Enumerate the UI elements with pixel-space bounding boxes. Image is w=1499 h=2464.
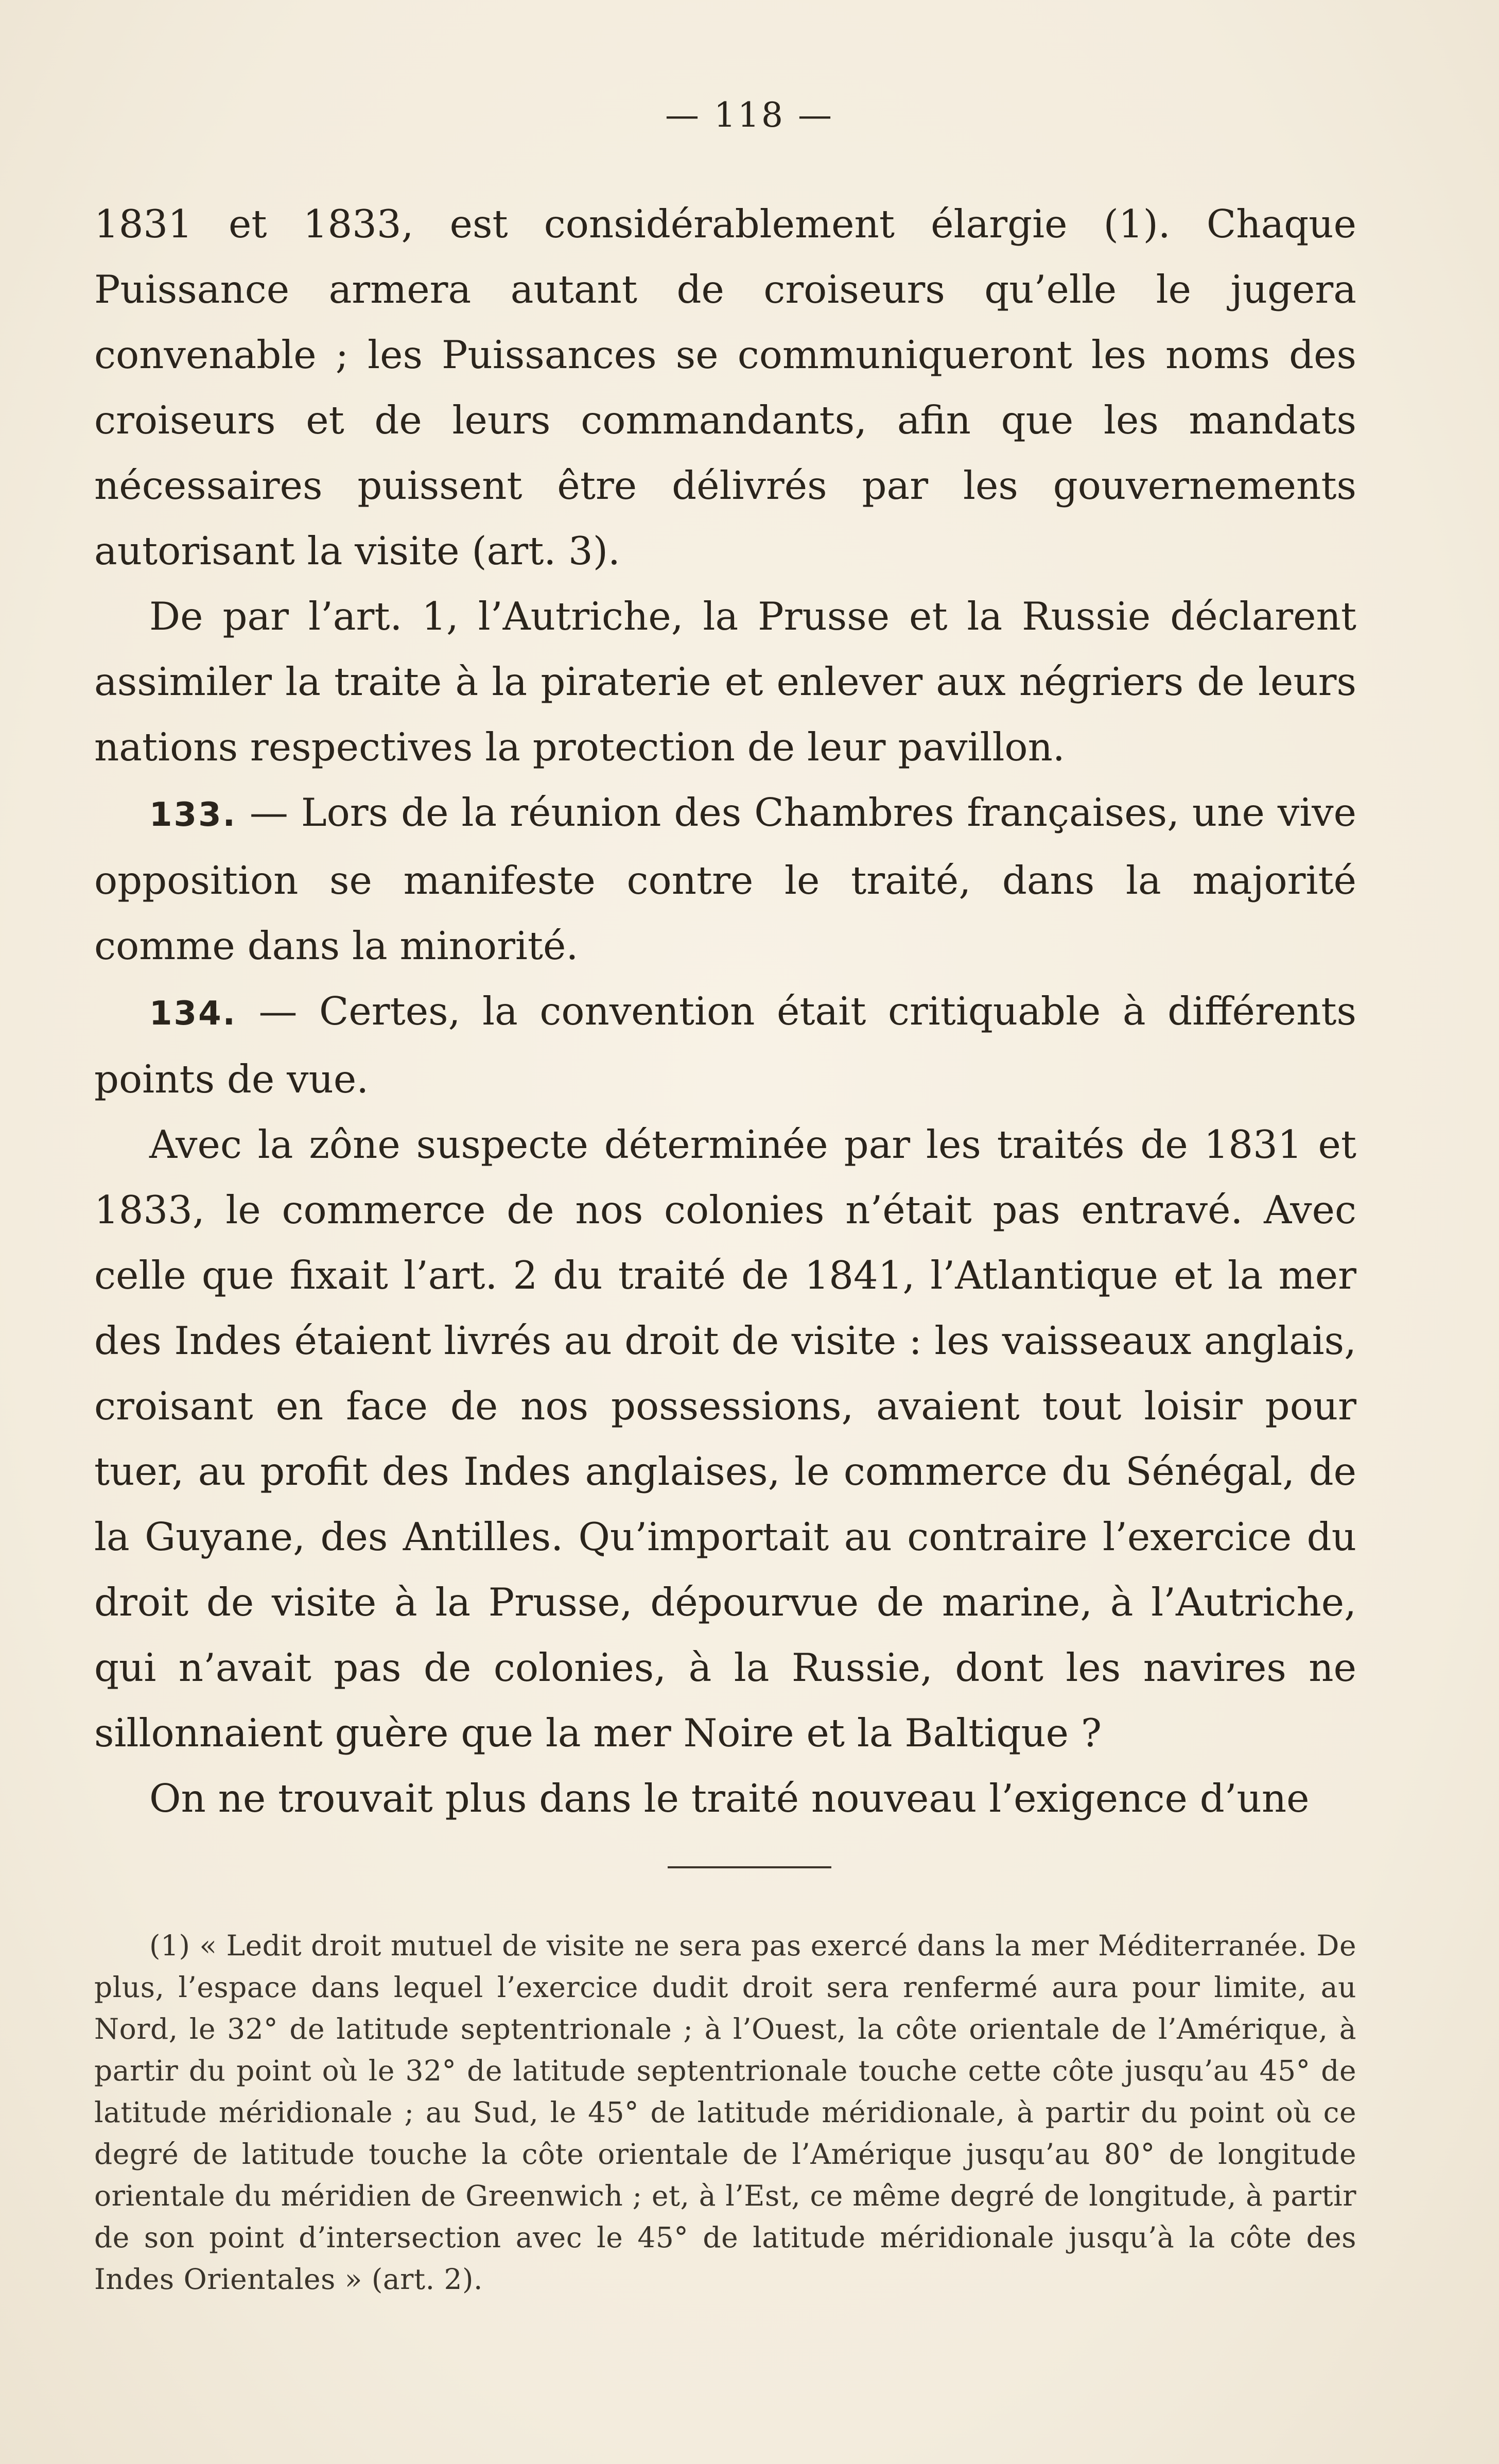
section-number-134: 134. bbox=[149, 995, 237, 1033]
section-134-text: — Certes, la convention était critiquable à différents points de vue. bbox=[94, 988, 1356, 1102]
section-133-text: — Lors de la réunion des Chambres françaises, une vive opposition se manifeste contre le traité, dans la majorité comme dans la minorité. bbox=[94, 790, 1356, 968]
footnote-separator bbox=[668, 1866, 831, 1868]
paragraph-zone-suspecte: Avec la zône suspecte déterminée par les traités de 1831 et 1833, le commerce de nos colonies n’était pas entravé. Avec celle que fixait l’art. 2 du traité de 1841, l’Atlantique et la mer des Indes étaient livrés au droit de visite : les vaisseaux anglais, croisant en face de nos possessions, avaient tout loisir pour tuer, au profit des Indes anglaises, le commerce du Sénégal, de la Guyane, des Antilles. Qu’importait au contraire l’exercice du droit de visite à la Prusse, dépourvue de marine, à l’Autriche, qui n’avait pas de colonies, à la Russie, dont les navires ne sillonnaient guère que la mer Noire et la Baltique ? bbox=[94, 1122, 1356, 1756]
paragraph-traite-nouveau: On ne trouvait plus dans le traité nouveau l’exigence d’une bbox=[149, 1776, 1310, 1821]
paragraph-continuation: 1831 et 1833, est considérablement élargie (1). Chaque Puissance armera autant de croiseurs qu’elle le jugera convenable ; les Puissances se communiqueront les noms des croiseurs et de leurs commandants, afin que les mandats nécessaires puissent être délivrés par les gouvernements autorisant la visite (art. 3). bbox=[94, 201, 1356, 574]
footnote: (1) « Ledit droit mutuel de visite ne sera pas exercé dans la mer Méditerranée. De plus, l’espace dans lequel l’exercice dudit droit sera renfermé aura pour limite, au Nord, le 32° de latitude septentrionale ; à l’Ouest, la côte orientale de l’Amérique, à partir du point où le 32° de latitude septentrionale touche cette côte jusqu’au 45° de latitude méridionale ; au Sud, le 45° de latitude méridionale, à partir du point où ce degré de latitude touche la côte orientale de l’Amérique jusqu’au 80° de longitude orientale du méridien de Greenwich ; et, à l’Est, ce même degré de longitude, à partir de son point d’intersection avec le 45° de latitude méridionale jusqu’à la côte des Indes Orientales » (art. 2). bbox=[94, 1929, 1356, 2296]
page-number: — 118 — bbox=[665, 95, 834, 135]
section-number-133: 133. bbox=[149, 796, 237, 834]
paragraph-section-133 bbox=[94, 780, 1356, 979]
paragraph-article-1: De par l’art. 1, l’Autriche, la Prusse et la Russie déclarent assimiler la traite à la piraterie et enlever aux négriers de leurs nations respectives la protection de leur pavillon. bbox=[94, 594, 1356, 770]
paragraph-section-134 bbox=[94, 979, 1356, 1112]
main-text bbox=[94, 192, 1356, 1831]
